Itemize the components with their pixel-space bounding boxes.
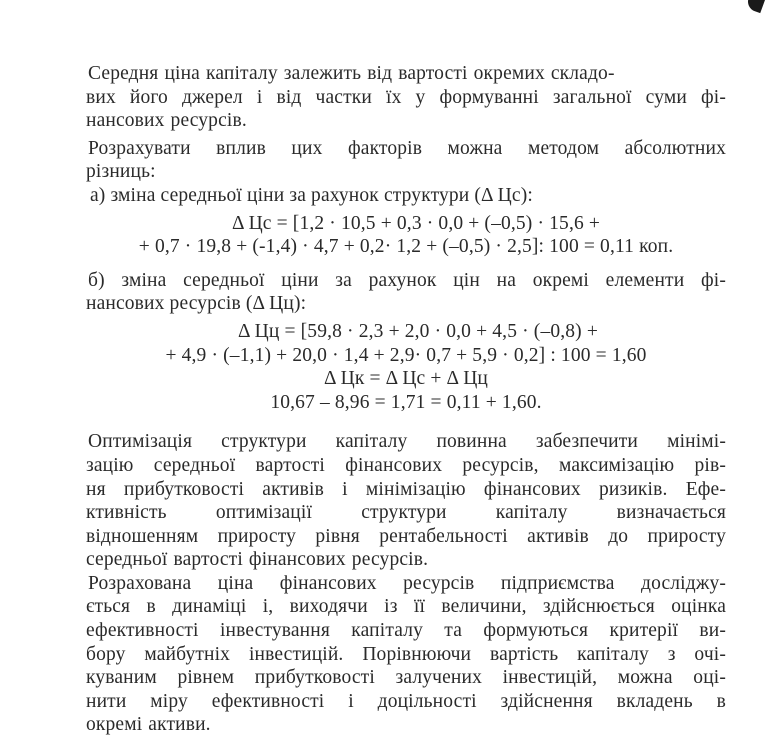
formula-line: Δ Цц = [59,8 · 2,3 + 2,0 · 0,0 + 4,5 · (–0,8) + bbox=[238, 320, 598, 342]
text-line: середньої вартості фінансових ресурсів. bbox=[86, 549, 429, 571]
text-line: відношенням приросту рівня рентабельності активів до приросту bbox=[86, 525, 726, 547]
text-line: ється в динаміці і, виходячи із її величини, здійснюється оцінка bbox=[86, 596, 726, 618]
text-line: зацію середньої вартості фінансових ресурсів, максимізацію рів- bbox=[86, 454, 726, 476]
text-line: різниць: bbox=[86, 161, 156, 183]
section-a-heading: а) зміна середньої ціни за рахунок структури (Δ Цс): bbox=[90, 184, 533, 206]
text-line: ефективності інвестування капіталу та формуються критерії ви- bbox=[86, 620, 726, 642]
text-line: Оптимізація структури капіталу повинна забезпечити мінімі- bbox=[88, 431, 726, 453]
text-line: бору майбутніх інвестицій. Порівнюючи вартість капіталу з очі- bbox=[86, 643, 726, 665]
formula-line: Δ Цк = Δ Цс + Δ Цц bbox=[323, 368, 489, 390]
paragraph-factor-calculation bbox=[86, 137, 726, 184]
paragraph-capital-cost bbox=[86, 62, 726, 133]
text-line: ктивність оптимізації структури капіталу визначається bbox=[86, 502, 726, 524]
text-line: окремі активи. bbox=[86, 714, 211, 736]
text-line: куваним рівнем прибутковості залучених інвестицій, можна оці- bbox=[86, 667, 726, 689]
document-page bbox=[86, 62, 726, 737]
formula-line: + 0,7 · 19,8 + (-1,4) · 4,7 + 0,2· 1,2 + (–0,5) · 2,5]: 100 = 0,11 коп. bbox=[138, 236, 674, 258]
formula-line: + 4,9 · (–1,1) + 20,0 · 1,4 + 2,9· 0,7 + 5,9 · 0,2] : 100 = 1,60 bbox=[165, 344, 647, 366]
text-line: Розрахована ціна фінансових ресурсів підприємства досліджу- bbox=[88, 572, 726, 594]
paragraph-resource-dynamics bbox=[86, 572, 726, 737]
paragraph-capital-optimization bbox=[86, 430, 726, 572]
formula-line: Δ Цс = [1,2 · 10,5 + 0,3 · 0,0 + (–0,5) · 15,6 + bbox=[231, 212, 601, 234]
text-line: ня прибутковості активів і мінімізацію фінансових ризиків. Ефе- bbox=[86, 478, 726, 500]
formula-line: 10,67 – 8,96 = 1,71 = 0,11 + 1,60. bbox=[270, 391, 542, 413]
section-structure-change bbox=[86, 184, 726, 259]
text-line bbox=[86, 62, 726, 86]
scan-corner-mark bbox=[745, 0, 765, 13]
text-line-content: Середня ціна капіталу залежить від вартості окремих складо- bbox=[88, 63, 615, 84]
section-b-heading: нансових ресурсів (Δ Цц): bbox=[86, 293, 307, 315]
text-line: нити міру ефективності і доцільності здійснення вкладень в bbox=[86, 690, 726, 712]
section-b-heading: б) зміна середньої ціни за рахунок цін на окремі елементи фі- bbox=[88, 269, 726, 291]
section-price-change bbox=[86, 269, 726, 415]
text-line: вих його джерел і від частки їх у формуванні загальної суми фі- bbox=[86, 86, 726, 108]
text-line: Розрахувати вплив цих факторів можна методом абсолютних bbox=[88, 137, 726, 159]
text-line: нансових ресурсів. bbox=[86, 110, 247, 132]
